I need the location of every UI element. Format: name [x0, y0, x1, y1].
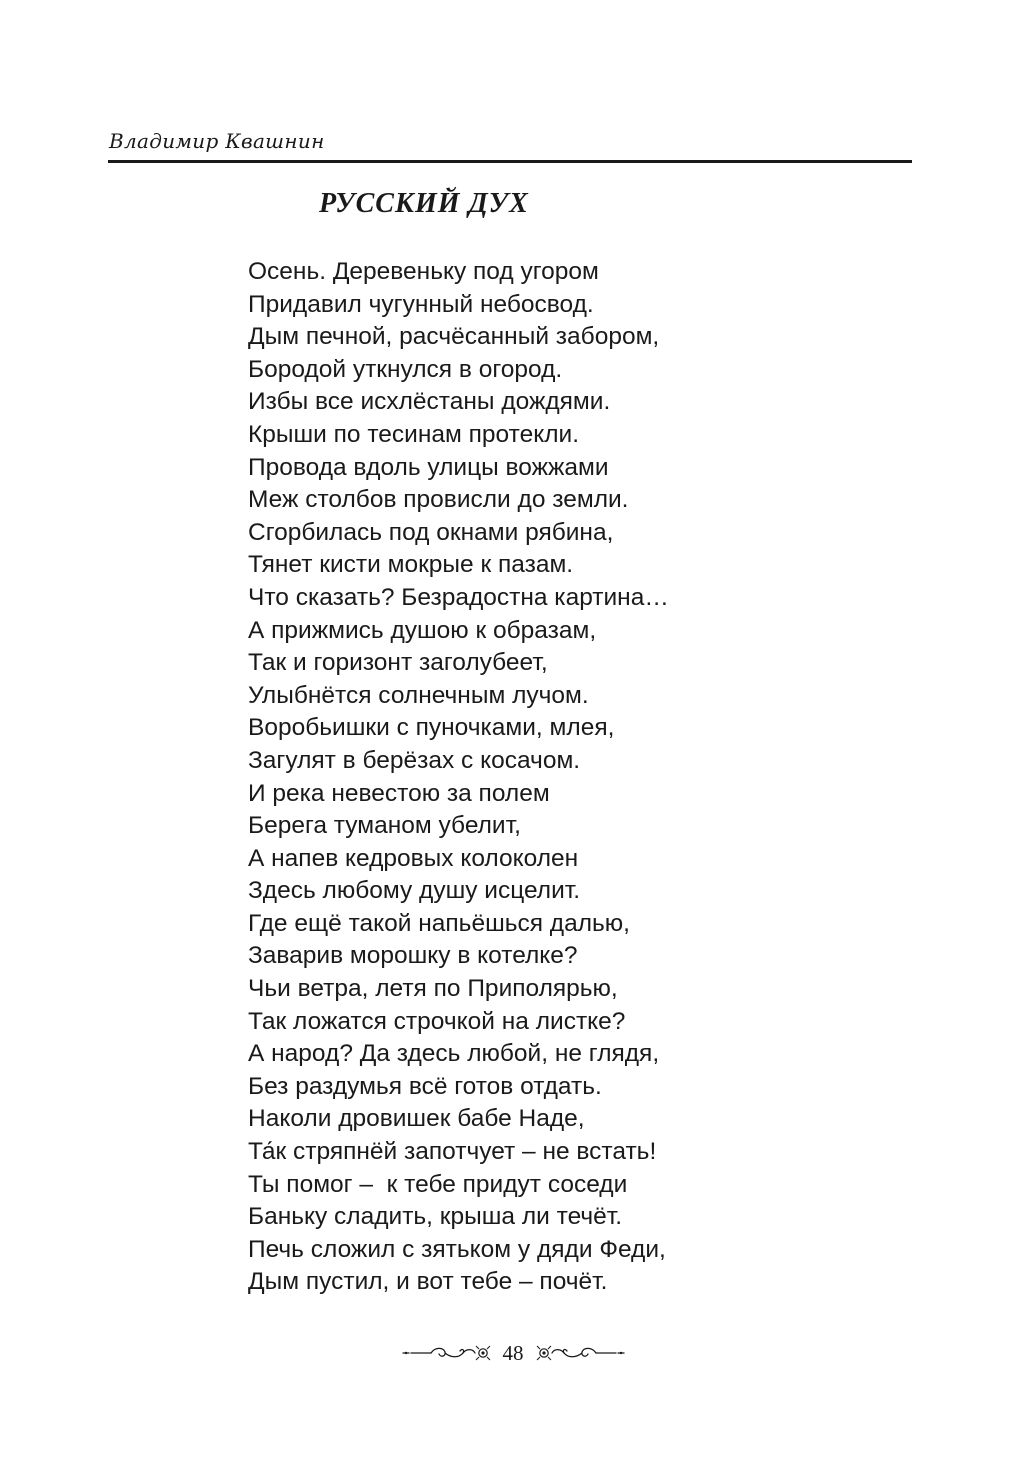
poem-line: Дым печной, расчёсанный забором,: [248, 323, 660, 351]
poem-line: Провода вдоль улицы вожжами: [248, 453, 609, 481]
poem-line: Здесь любому душу исцелит.: [248, 877, 581, 905]
poem-line: Так и горизонт заголубеет,: [248, 649, 548, 677]
poem-line: Меж столбов провисли до земли.: [248, 486, 629, 514]
poem-line: Загулят в берёзах с косачом.: [248, 746, 581, 774]
page-footer: [0, 1338, 1026, 1368]
poem-line: А напев кедровых колоколен: [248, 844, 579, 872]
poem-line: Так ложатся строчкой на листке?: [248, 1007, 626, 1035]
poem-line: И река невестою за полем: [248, 779, 550, 807]
poem-line: Заварив морошку в котелке?: [248, 942, 578, 970]
folio-group: [401, 1340, 626, 1365]
poem-line: А прижмись душою к образам,: [248, 616, 597, 644]
poem-line: Баньку сладить, крыша ли течёт.: [248, 1203, 623, 1231]
poem-line: Осень. Деревеньку под угором: [248, 258, 599, 285]
poem-line: Тянет кисти мокрые к пазам.: [248, 551, 574, 579]
poem-body: [248, 256, 669, 1299]
poem-line: Придавил чугунный небосвод.: [248, 290, 594, 318]
poem-title: РУССКИЙ ДУХ: [319, 188, 529, 219]
poem-line: Печь сложил с зятьком у дяди Феди,: [248, 1235, 666, 1263]
header-rule: [108, 160, 912, 163]
floral-flourish-right-icon: [534, 1343, 626, 1363]
poem-line: Берега туманом убелит,: [248, 812, 521, 840]
poem-line: А народ? Да здесь любой, не глядя,: [248, 1040, 660, 1068]
poem-line: Дым пустил, и вот тебе – почёт.: [248, 1268, 608, 1296]
poem-line: Где ещё такой напьёшься далью,: [248, 909, 630, 937]
poem-line: Ты помог – к тебе придут соседи: [248, 1170, 628, 1198]
poem-line: Чьи ветра, летя по Приполярью,: [248, 975, 618, 1003]
poem-line: Наколи дровишек бабе Наде,: [248, 1105, 585, 1133]
poem-line: Улыбнётся солнечным лучом.: [248, 681, 589, 709]
poem-line: Избы все исхлёстаны дождями.: [248, 388, 611, 416]
poem-line: Бородой уткнулся в огород.: [248, 355, 563, 383]
page-number: 48: [502, 1340, 524, 1365]
poem-line: Та́к стряпнёй запотчует – не встать!: [248, 1138, 657, 1166]
poem-line: Без раздумья всё готов отдать.: [248, 1072, 602, 1100]
poem-line: Сгорбилась под окнами рябина,: [248, 518, 614, 546]
poem-line: Крыши по тесинам протекли.: [248, 420, 580, 448]
poem-line: Что сказать? Безрадостна картина…: [248, 583, 669, 611]
running-head-author: Владимир Квашнин: [109, 129, 325, 153]
floral-flourish-left-icon: [401, 1343, 493, 1363]
poem-line: Воробьишки с пуночками, млея,: [248, 714, 615, 742]
